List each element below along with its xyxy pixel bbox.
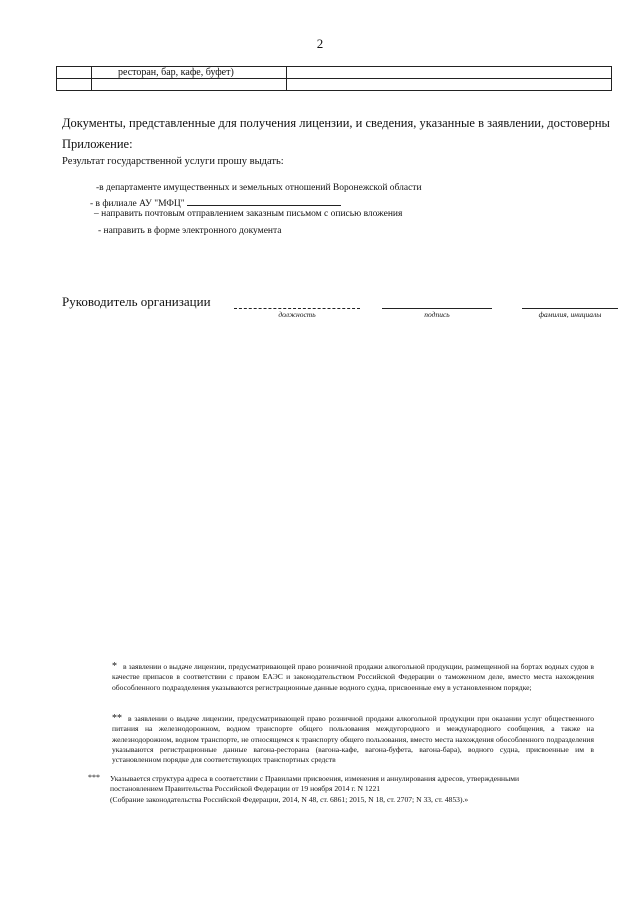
option-mail: – направить почтовым отправлением заказным письмом с описью вложения (94, 209, 403, 219)
footnote-3-line: (Собрание законодательства Российской Федерации, 2014, N 48, ст. 6861; 2015, N 18, ст. 2707; N 33, ст. 4853).» (110, 794, 469, 804)
footnote-1-text: в заявлении о выдаче лицензии, предусматривающей право розничной продажи алкогольной продукции, размещенной на бортах водных судов в качестве припасов в соответствии с правом ЕАЭС и законодательством Российской Федерации о таможенном деле, вместо места нахождения обособленного подразделения указываются регистрационные данные водного судна, присвоенные ему в установленном порядке; (112, 662, 594, 692)
name-caption: фамилия, инициалы (538, 310, 602, 319)
footnote-2-text: в заявлении о выдаче лицензии, предусматривающей право розничной продажи алкогольной продукции при оказании услуг общественного питания на железнодорожном, водном транспорте общего пользования междугородного и международного сообщения, а также на железнодорожном, водном транспорте, не относящемся к транспорту общего пользования, вместо места нахождения обособленного подразделения указываются регистрационные данные вагона-ресторана (вагона-кафе, вагона-буфета, вагона-бара), водного судна, присвоенные им в установленном порядке для соответствующих транспортных средств (112, 714, 594, 765)
footnote-2 (112, 714, 594, 765)
mfc-blank-line (187, 197, 341, 206)
signature-caption: подпись (424, 310, 450, 319)
table-cell (287, 67, 612, 79)
statement-text: Документы, представленные для получения лицензии, и сведения, указанные в заявлении, достоверны (62, 116, 610, 130)
table-cell (57, 67, 92, 79)
table-cell: ресторан, бар, кафе, буфет) (92, 67, 287, 79)
option-mfc-label: - в филиале АУ "МФЦ" (90, 199, 185, 209)
result-label: Результат государственной услуги прошу выдать: (62, 156, 284, 167)
position-caption: должность (278, 310, 316, 319)
footnote-3 (110, 774, 600, 805)
position-line (234, 308, 360, 309)
footnote-1 (112, 662, 594, 693)
table-row (57, 67, 612, 79)
license-table (56, 66, 612, 91)
option-mfc (90, 197, 341, 209)
footnote-3-mark: *** (88, 773, 100, 782)
page-number: 2 (316, 36, 324, 51)
attachment-label: Приложение: (62, 137, 133, 151)
footnote-1-mark: * (112, 661, 117, 672)
footnote-3-line: постановлением Правительства Российской Федерации от 19 ноября 2014 г. N 1221 (110, 784, 381, 794)
signature-line (382, 308, 492, 309)
name-line (522, 308, 618, 309)
footnote-3-line: Указывается структура адреса в соответствии с Правилами присвоения, изменения и аннулирования адресов, утвержденными (110, 774, 520, 783)
table-cell (57, 79, 92, 91)
footnote-2-mark: ** (112, 713, 122, 724)
table-row (57, 79, 612, 91)
table-cell (287, 79, 612, 91)
head-label: Руководитель организации (62, 294, 211, 309)
table-cell (92, 79, 287, 91)
option-department: -в департаменте имущественных и земельных отношений Воронежской области (96, 183, 422, 193)
option-electronic: - направить в форме электронного документа (98, 226, 282, 236)
